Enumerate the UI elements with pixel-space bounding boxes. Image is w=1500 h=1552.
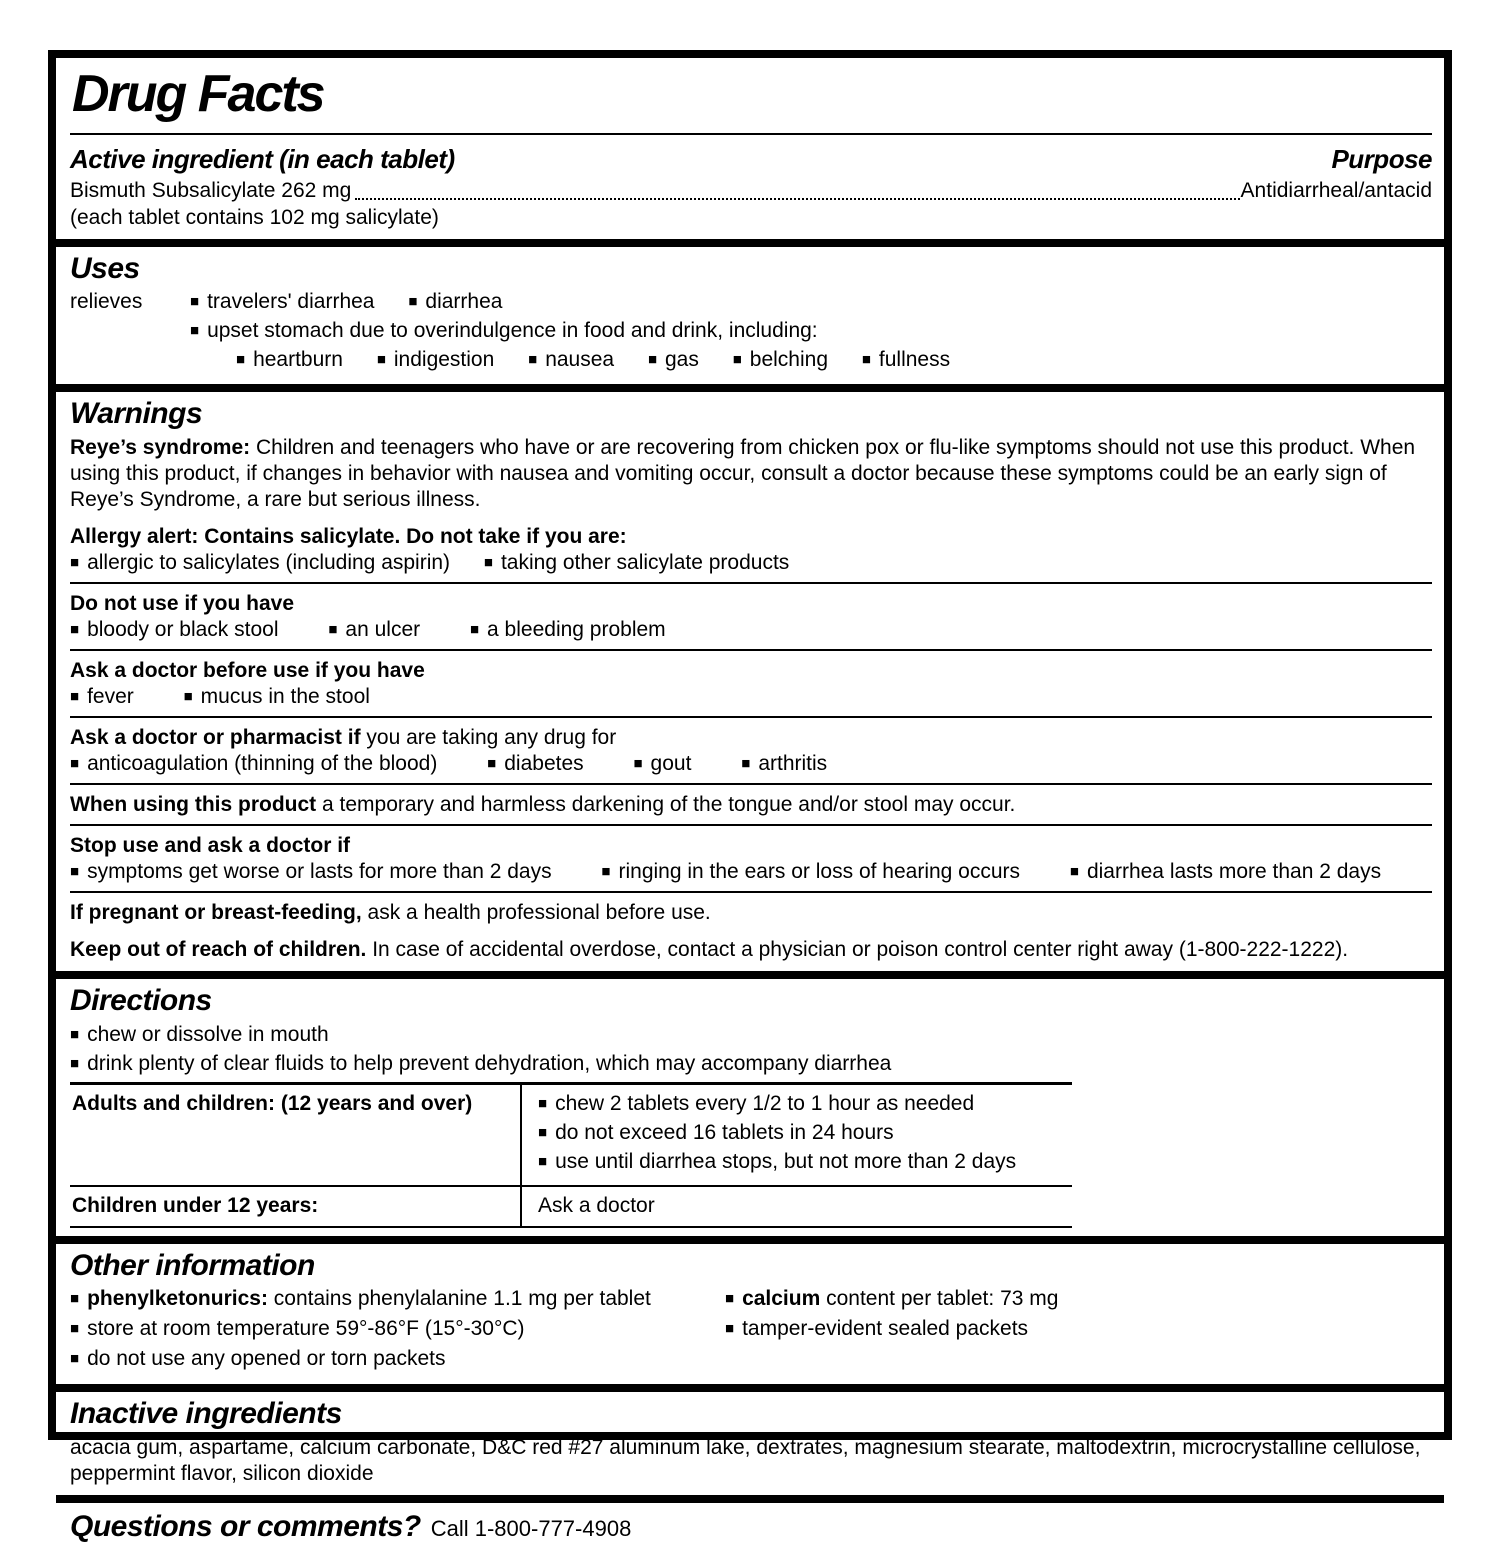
list-item: [70, 685, 134, 708]
other-info-left-column: [70, 1286, 725, 1376]
pregnant-bold: If pregnant or breast-feeding,: [70, 901, 362, 925]
warning-stop-use: [70, 833, 1432, 885]
list-item-label: upset stomach due to overindulgence in food and drink, including:: [207, 319, 818, 343]
ask-pharmacist-text: you are taking any drug for: [360, 725, 617, 749]
list-item-label: travelers' diarrhea: [207, 290, 375, 314]
list-item-label: chew 2 tablets every 1/2 to 1 hour as needed: [555, 1091, 975, 1115]
bullet-icon: ■: [70, 1350, 80, 1368]
bullet-icon: ■: [725, 1290, 735, 1308]
list-item-label: taking other salicylate products: [500, 550, 790, 574]
bullet-icon: ■: [538, 1123, 548, 1141]
list-item-label: fever: [87, 684, 134, 708]
list-item-label: arthritis: [758, 751, 828, 775]
list-item: [484, 551, 789, 574]
section-header: [56, 58, 1444, 239]
bullet-icon: ■: [70, 1320, 80, 1338]
bullet-icon: ■: [70, 620, 80, 638]
list-item: [725, 1286, 1432, 1312]
list-item: [70, 752, 437, 775]
list-item-label: use until diarrhea stops, but not more than 2 days: [555, 1149, 1017, 1173]
list-item: [733, 348, 828, 371]
drug-facts-label: [48, 50, 1452, 1543]
active-ingredient-heading: Active ingredient (in each tablet): [70, 144, 455, 175]
ingredient-purpose: Antidiarrheal/antacid: [1240, 179, 1432, 203]
list-item: [190, 319, 818, 342]
bullet-icon: ■: [376, 351, 386, 369]
title-divider: [70, 133, 1432, 135]
list-item: [601, 860, 1020, 883]
list-item-label: an ulcer: [345, 617, 421, 641]
section-uses: [56, 239, 1444, 385]
warnings-heading: Warnings: [70, 397, 203, 431]
bullet-icon: ■: [70, 1054, 80, 1072]
list-item: [648, 348, 699, 371]
bullet-icon: ■: [70, 863, 80, 881]
bullet-icon: ■: [732, 351, 742, 369]
list-item: [528, 348, 614, 371]
warning-keep-out: [70, 937, 1432, 963]
uses-line-2: [190, 318, 950, 344]
uses-line-3: [190, 347, 950, 373]
bullet-icon: ■: [741, 754, 751, 772]
warning-when-using: [70, 792, 1432, 818]
list-item-label: mucus in the stool: [200, 684, 370, 708]
list-item-label: indigestion: [393, 348, 495, 372]
warning-reyes: [70, 435, 1432, 513]
ingredient-name: Bismuth Subsalicylate 262 mg: [70, 179, 352, 203]
bullet-icon: ■: [725, 1320, 735, 1338]
list-item: [70, 1286, 725, 1312]
list-item: [190, 290, 374, 313]
divider: [70, 716, 1432, 718]
list-item-label: allergic to salicylates (including aspirin): [87, 550, 451, 574]
dosage-age-group: Children under 12 years:: [70, 1187, 522, 1226]
list-item-label: fullness: [878, 348, 951, 372]
warning-reyes-text: Children and teenagers who have or are recovering from chicken pox or flu-like symptoms should not use this product. When using this product, if changes in behavior with nausea and vomiting occur, consult a doctor because these symptoms could be an early sign of Reye’s Syndrome, a rare but serious illness.: [70, 435, 1416, 511]
dosage-instructions: Ask a doctor: [538, 1193, 655, 1217]
pregnant-text: ask a health professional before use.: [361, 901, 711, 925]
section-questions: [56, 1495, 1444, 1552]
list-item: [487, 752, 583, 775]
questions-heading: Questions or comments?: [70, 1509, 421, 1543]
bullet-icon: ■: [190, 322, 200, 340]
list-item-label: anticoagulation (thinning of the blood): [87, 751, 438, 775]
other-info-right-column: [725, 1286, 1432, 1376]
list-item: [70, 1316, 725, 1342]
list-item: [725, 1316, 1432, 1342]
ask-doctor-heading: Ask a doctor before use if you have: [70, 658, 425, 682]
list-item-label: drink plenty of clear fluids to help prevent dehydration, which may accompany diarrhea: [87, 1051, 892, 1075]
section-inactive-ingredients: [56, 1384, 1444, 1495]
list-item-label: do not exceed 16 tablets in 24 hours: [555, 1120, 894, 1144]
warning-pregnant: [70, 900, 1432, 926]
list-item-bold: phenylketonurics:: [87, 1287, 268, 1311]
list-item-label: heartburn: [253, 348, 343, 372]
list-item: [741, 752, 827, 775]
list-item-label: ringing in the ears or loss of hearing occurs: [618, 860, 1021, 884]
list-item-label: a bleeding problem: [487, 617, 666, 641]
list-item: [70, 1051, 1432, 1077]
bullet-icon: ■: [528, 351, 538, 369]
warning-do-not-use: [70, 591, 1432, 643]
bullet-icon: ■: [408, 293, 418, 311]
list-item-label: chew or dissolve in mouth: [87, 1022, 329, 1046]
keep-out-text: In case of accidental overdose, contact a physician or poison control center right away (1-800-222-1222).: [366, 938, 1349, 962]
bullet-icon: ■: [70, 687, 80, 705]
list-item: [70, 860, 552, 883]
list-item: [538, 1149, 1072, 1175]
bullet-icon: ■: [328, 620, 338, 638]
table-row: [70, 1187, 1072, 1226]
keep-out-bold: Keep out of reach of children.: [70, 938, 367, 962]
divider: [70, 891, 1432, 893]
divider: [70, 582, 1432, 584]
list-item: [184, 685, 370, 708]
when-using-text: a temporary and harmless darkening of the tongue and/or stool may occur.: [316, 792, 1016, 816]
purpose-heading: Purpose: [1331, 144, 1432, 175]
dosage-age-group: Adults and children: (12 years and over): [70, 1085, 522, 1185]
bullet-icon: ■: [70, 1025, 80, 1043]
list-item-label: gout: [650, 751, 692, 775]
warning-ask-pharmacist: [70, 725, 1432, 777]
bullet-icon: ■: [183, 687, 193, 705]
dosage-table: [70, 1082, 1072, 1228]
section-other-information: [56, 1236, 1444, 1385]
uses-intro: relieves: [70, 290, 143, 314]
list-item: [328, 618, 420, 641]
stop-use-heading: Stop use and ask a doctor if: [70, 834, 351, 857]
list-item: [70, 618, 279, 641]
list-item-label: gas: [665, 348, 699, 372]
bullet-icon: ■: [190, 293, 200, 311]
bullet-icon: ■: [483, 553, 493, 571]
list-item: [408, 290, 502, 313]
list-item-label: diarrhea: [425, 290, 503, 314]
bullet-icon: ■: [538, 1094, 548, 1112]
list-item: [377, 348, 494, 371]
list-item-label: diabetes: [504, 751, 584, 775]
bullet-icon: ■: [236, 351, 246, 369]
section-directions: [56, 971, 1444, 1236]
inactive-ingredients-heading: Inactive ingredients: [70, 1397, 342, 1431]
list-item-label: nausea: [545, 348, 615, 372]
list-item-label: symptoms get worse or lasts for more than 2 days: [87, 860, 552, 884]
list-item: [236, 348, 343, 371]
dosage-instructions: [522, 1085, 1072, 1185]
other-information-heading: Other information: [70, 1248, 315, 1282]
list-item: [470, 618, 666, 641]
when-using-bold: When using this product: [70, 792, 317, 816]
ask-pharmacist-bold: Ask a doctor or pharmacist if: [70, 725, 361, 749]
dotted-leader: [355, 198, 1239, 200]
list-item-label: bloody or black stool: [87, 617, 279, 641]
section-warnings: [56, 384, 1444, 971]
divider: [70, 783, 1432, 785]
bullet-icon: ■: [601, 863, 611, 881]
list-item-label: tamper-evident sealed packets: [742, 1317, 1029, 1341]
list-item-label: do not use any opened or torn packets: [87, 1347, 446, 1371]
list-item: [70, 551, 450, 574]
list-item: [633, 752, 691, 775]
list-item: [70, 1022, 1432, 1048]
bullet-icon: ■: [538, 1152, 548, 1170]
bullet-icon: ■: [861, 351, 871, 369]
bullet-icon: ■: [487, 754, 497, 772]
do-not-use-heading: Do not use if you have: [70, 591, 295, 615]
divider: [70, 649, 1432, 651]
uses-line-1: [190, 289, 950, 315]
ingredient-note: (each tablet contains 102 mg salicylate): [70, 205, 439, 229]
directions-heading: Directions: [70, 984, 212, 1018]
uses-heading: Uses: [70, 251, 140, 285]
list-item-label: content per tablet: 73 mg: [820, 1287, 1059, 1311]
questions-phone: Call 1-800-777-4908: [430, 1515, 632, 1541]
page-title: Drug Facts: [72, 65, 324, 123]
bullet-icon: ■: [469, 620, 480, 638]
list-item-label: contains phenylalanine 1.1 mg per tablet: [267, 1287, 651, 1311]
allergy-heading: Allergy alert: Contains salicylate. Do not take if you are:: [70, 524, 627, 548]
inactive-ingredients-text: acacia gum, aspartame, calcium carbonate, D&C red #27 aluminum lake, dextrates, magnesium stearate, maltodextrin, microcrystalline cellulose, peppermint flavor, silicon dioxide: [70, 1435, 1421, 1485]
list-item-label: belching: [749, 348, 828, 372]
bullet-icon: ■: [1069, 863, 1079, 881]
warning-reyes-bold: Reye’s syndrome:: [70, 435, 251, 459]
bullet-icon: ■: [70, 1290, 80, 1308]
divider: [70, 824, 1432, 826]
bullet-icon: ■: [70, 553, 80, 571]
bullet-icon: ■: [70, 754, 80, 772]
list-item-label: store at room temperature 59°-86°F (15°-30°C): [87, 1317, 525, 1341]
list-item-bold: calcium: [742, 1287, 821, 1311]
list-item: [538, 1120, 1072, 1146]
list-item: [70, 1346, 725, 1372]
list-item: [1070, 860, 1381, 883]
bullet-icon: ■: [647, 351, 657, 369]
list-item: [538, 1091, 1072, 1117]
list-item-label: diarrhea lasts more than 2 days: [1086, 860, 1382, 884]
list-item: [862, 348, 950, 371]
table-row: [70, 1085, 1072, 1187]
warning-allergy: [70, 524, 1432, 576]
bullet-icon: ■: [633, 754, 643, 772]
warning-ask-doctor: [70, 658, 1432, 710]
